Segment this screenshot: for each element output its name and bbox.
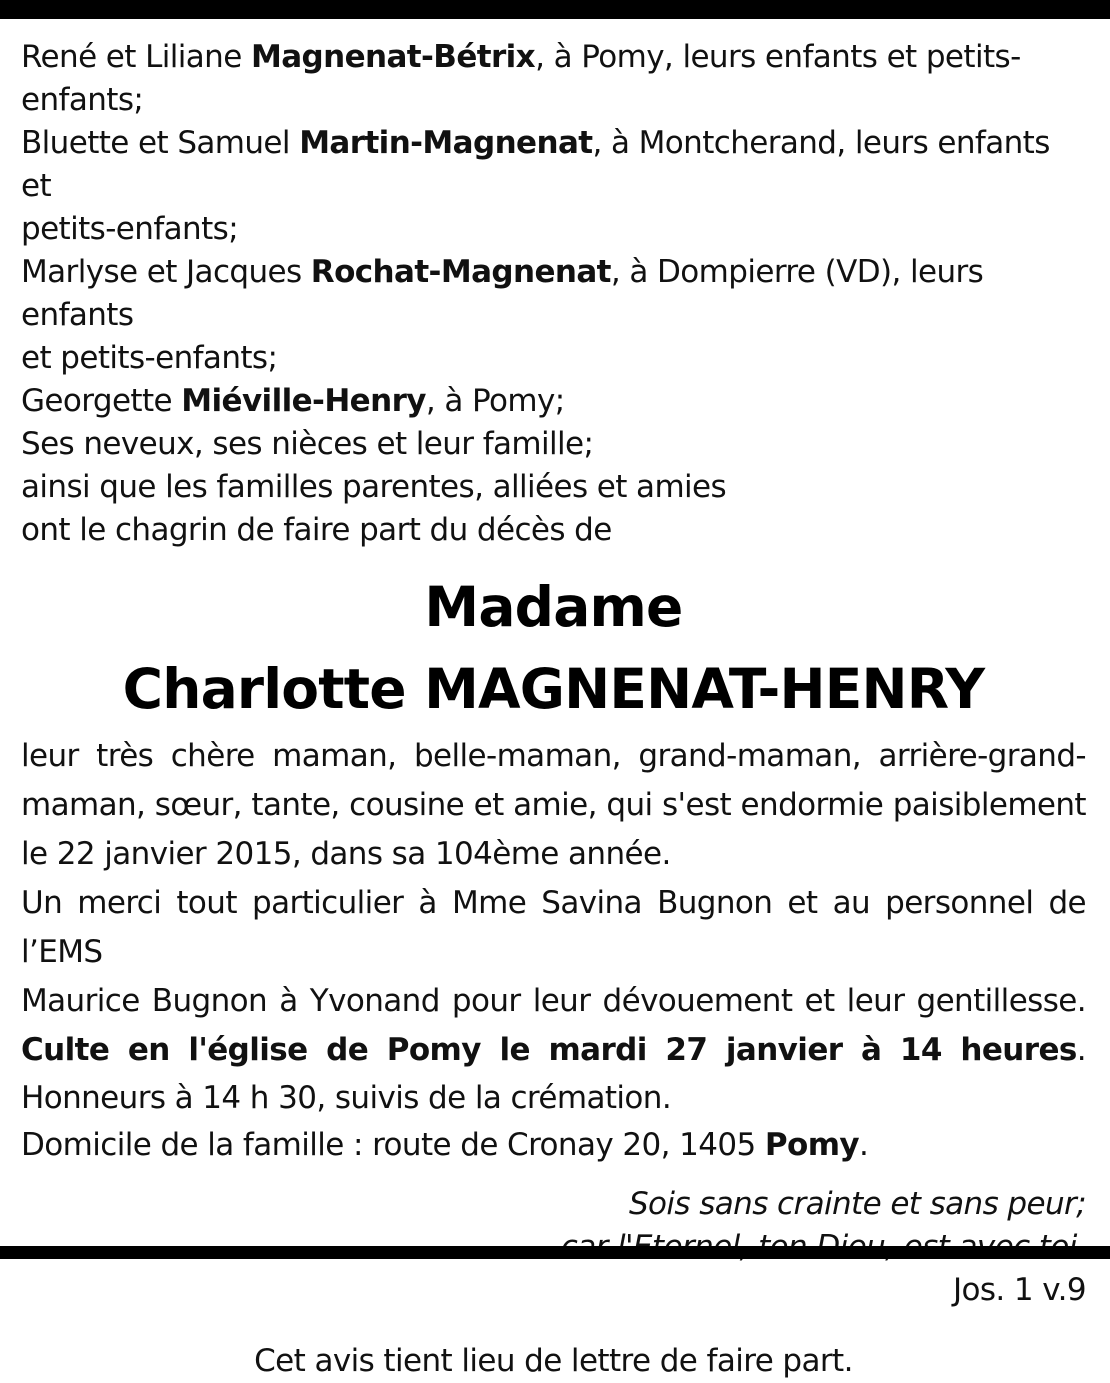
closing-note: Cet avis tient lieu de lettre de faire part. [254,1343,853,1379]
ceremony-details [21,1075,1086,1169]
announcement-line: ont le chagrin de faire part du décès de [21,512,612,548]
thanks-text: Un merci tout particulier à Mme Savina Bugnon et au personnel de l’EMS [21,885,1086,970]
family-name: Rochat-Magnenat [310,254,611,290]
obituary-notice [21,36,1086,1383]
top-border-rule [0,0,1110,19]
verse-line: Sois sans crainte et sans peur; [628,1186,1086,1222]
service-info: Culte en l'église de Pomy le mardi 27 janvier à 14 heures. [21,1032,1086,1068]
deceased-name: Charlotte MAGNENAT-HENRY [122,657,985,721]
family-name: Martin-Magnenat [299,125,593,161]
domicile-info: Domicile de la famille : route de Cronay 20, 1405 Pomy. [21,1127,869,1163]
bottom-border-rule [0,1246,1110,1259]
deceased-name-heading [21,566,1086,730]
family-name: Magnenat-Bétrix [250,39,536,75]
description-text: leur très chère maman, belle-maman, grand-maman, arrière-grand- maman, sœur, tante, cousine et amie, qui s'est endormie paisiblement le 22 janvier 2015, dans sa 104ème année. Un merci tout particulier à Mme Savina Bugnon et au personnel de l’EMS Maurice Bugnon à Yvonand pour leur dévouement et leur gentillesse. Culte en l'église de Pomy le mardi 27 janvier à 14 heures. [21,732,1086,1075]
family-entry: Georgette Miéville-Henry, à Pomy; [21,383,565,419]
thanks-text: Maurice Bugnon à Yvonand pour leur dévouement et leur gentillesse. [21,983,1086,1019]
verse-reference: Jos. 1 v.9 [952,1272,1086,1308]
honorific: Madame [424,575,683,639]
relatives-line: ainsi que les familles parentes, alliées et amies [21,469,727,505]
family-list [21,36,1086,552]
relatives-line: Ses neveux, ses nièces et leur famille; [21,426,594,462]
family-entry: Marlyse et Jacques Rochat-Magnenat, à Dompierre (VD), leurs enfants et petits-enfants; [21,254,984,376]
family-name: Miéville-Henry [181,383,426,419]
family-entry: Bluette et Samuel Martin-Magnenat, à Montcherand, leurs enfants et petits-enfants; [21,125,1050,247]
honors-info: Honneurs à 14 h 30, suivis de la crémation. [21,1080,672,1116]
family-entry: René et Liliane Magnenat-Bétrix, à Pomy, leurs enfants et petits- enfants; [21,39,1021,118]
